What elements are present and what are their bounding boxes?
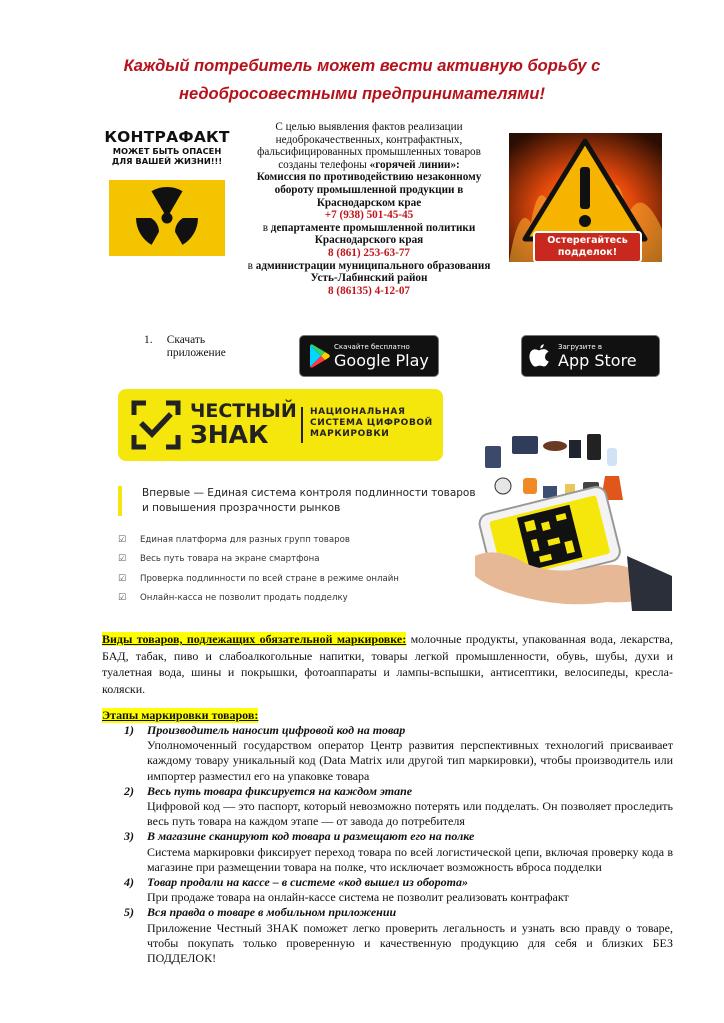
hotline-org-2: департаменте промышленной политики Краснодарского края bbox=[270, 221, 476, 247]
stage-title: В магазине сканируют код товара и размещают его на полке bbox=[147, 829, 475, 844]
stage-number: 1) bbox=[124, 723, 134, 737]
hotline-org-3: администрации муниципального образования Усть-Лабинский район bbox=[255, 259, 491, 285]
stage-number: 3) bbox=[124, 829, 134, 844]
chestny-znak-logo-line-2: ЗНАК bbox=[190, 420, 269, 449]
stage-text: Уполномоченный государством оператор Центр развития перспективных технологий присваивает каждому товару уникальный код (Data Matrix или другой тип маркировки), чтобы производитель или импортер разместил его на упаковке товара bbox=[147, 738, 673, 783]
google-play-big-text: Google Play bbox=[334, 350, 429, 370]
feature-text: Онлайн-касса не позволит продать подделку bbox=[140, 593, 348, 604]
feature-item bbox=[118, 569, 399, 589]
app-store-big-text: App Store bbox=[558, 350, 637, 370]
feature-item bbox=[118, 589, 399, 609]
goods-paragraph bbox=[102, 631, 673, 697]
fake-warning-caption: Остерегайтесь подделок! bbox=[533, 231, 642, 262]
page-headline: Каждый потребитель может вести активную борьбу с недобросовестными предпринимателями! bbox=[123, 57, 601, 103]
download-number: 1. bbox=[144, 334, 153, 346]
google-play-small-text: Скачайте бесплатно bbox=[334, 342, 410, 351]
goods-text: молочные продукты, упакованная вода, лекарства, БАД, табак, пиво и слабоалкогольные напитки, товары легкой промышленности, обувь, шубы, духи и туалетная вода, шины и покрышки, фотоаппараты и лампы-вспышки, антисептики, велосипеды, кресла-коляски. bbox=[102, 632, 673, 696]
hotline-intro-bold: «горячей линии»: bbox=[369, 158, 460, 171]
chestny-znak-subtitle bbox=[310, 407, 433, 440]
feature-item bbox=[118, 530, 399, 550]
stage-item bbox=[102, 829, 673, 875]
hotline-org-1: Комиссия по противодействию незаконному обороту промышленной продукции в Краснодарском крае bbox=[256, 171, 482, 209]
hotline-phone-1[interactable]: +7 (938) 501-45-45 bbox=[324, 209, 414, 222]
apple-icon bbox=[522, 336, 558, 376]
feature-item bbox=[118, 550, 399, 570]
counterfeit-title: КОНТРАФАКТ bbox=[104, 128, 230, 146]
stage-number: 5) bbox=[124, 905, 134, 920]
counterfeit-subtitle-1: МОЖЕТ БЫТЬ ОПАСЕН bbox=[112, 146, 222, 156]
stage-item bbox=[102, 905, 673, 966]
chestny-znak-headline: Впервые — Единая система контроля подлинности товаров и повышения прозрачности рынков bbox=[118, 486, 482, 516]
check-icon: ☑ bbox=[118, 554, 127, 565]
hotline-phone-3[interactable]: 8 (86135) 4-12-07 bbox=[327, 284, 411, 297]
hotline-intro: С целью выявления фактов реализации недоброкачественных, контрафактных, фальсифицированных промышленных товаров созданы телефоны bbox=[257, 121, 481, 171]
stage-number: 2) bbox=[124, 783, 134, 798]
hotline-phone-2[interactable]: 8 (861) 253-63-77 bbox=[327, 246, 411, 259]
radiation-icon bbox=[109, 180, 225, 256]
stage-text: Цифровой код — это паспорт, который невозможно потерять или подделать. Он позволяет проследить весь путь товара на каждом этапе — от завода до потребителя bbox=[147, 799, 673, 829]
stage-title: Товар продали на кассе – в системе «код вышел из оборота» bbox=[147, 875, 468, 890]
stages-title: Этапы маркировки товаров: bbox=[102, 708, 259, 722]
stage-number: 4) bbox=[124, 875, 134, 890]
chestny-znak-features bbox=[118, 530, 399, 608]
stage-text: Система маркировки фиксирует переход товара по всей логистической цепи, включая проверку кода в магазине при размещении товара на полке, что исключает возможность вброса подделки bbox=[147, 844, 673, 874]
app-store-small-text: Загрузите в bbox=[558, 342, 603, 351]
check-icon: ☑ bbox=[118, 534, 127, 545]
hotline-org-2-prefix: в bbox=[262, 221, 268, 234]
chestny-znak-logo-icon bbox=[130, 399, 182, 451]
stage-item bbox=[102, 875, 673, 905]
google-play-icon bbox=[300, 336, 334, 376]
fake-warning-card bbox=[509, 133, 662, 262]
stage-text: Приложение Честный ЗНАК поможет легко проверить легальность и узнать всю правду о товаре, чтобы покупать только проверенную и качественную продукцию для себя и близких БЕЗ ПОДДЕЛОК! bbox=[147, 920, 673, 966]
chestny-znak-logo-line-1: ЧЕСТНЫЙ bbox=[190, 400, 297, 422]
app-store-button[interactable] bbox=[521, 335, 660, 377]
stage-item bbox=[102, 723, 673, 784]
counterfeit-warning-card bbox=[103, 128, 231, 258]
download-text: Скачать приложение bbox=[166, 334, 226, 359]
stage-title: Производитель наносит цифровой код на товар bbox=[147, 723, 406, 737]
stage-title: Вся правда о товаре в мобильном приложении bbox=[147, 905, 397, 920]
chestny-znak-sub-3: МАРКИРОВКИ bbox=[310, 429, 390, 439]
google-play-button[interactable] bbox=[299, 335, 439, 377]
feature-text: Единая платформа для разных групп товаров bbox=[140, 534, 350, 545]
stage-title: Весь путь товара фиксируется на каждом этапе bbox=[147, 783, 413, 798]
stages-list bbox=[102, 723, 673, 966]
chestny-znak-sub-2: СИСТЕМА ЦИФРОВОЙ bbox=[310, 418, 433, 428]
hotline-info bbox=[238, 121, 500, 297]
feature-text: Проверка подлинности по всей стране в режиме онлайн bbox=[140, 573, 399, 584]
download-label bbox=[144, 334, 237, 360]
hotline-org-3-prefix: в bbox=[247, 259, 253, 272]
stage-text: При продаже товара на онлайн-кассе система не позволит реализовать контрафакт bbox=[147, 890, 569, 905]
counterfeit-subtitle-2: ДЛЯ ВАШЕЙ ЖИЗНИ!!! bbox=[111, 156, 223, 166]
phone-scan-illustration bbox=[467, 426, 672, 611]
chestny-znak-banner bbox=[118, 389, 443, 461]
chestny-znak-divider bbox=[301, 407, 303, 443]
chestny-znak-sub-1: НАЦИОНАЛЬНАЯ bbox=[310, 407, 406, 417]
goods-label: Виды товаров, подлежащих обязательной маркировке: bbox=[102, 632, 407, 646]
feature-text: Весь путь товара на экране смартфона bbox=[140, 554, 320, 565]
stage-item bbox=[102, 784, 673, 830]
check-icon: ☑ bbox=[118, 573, 127, 584]
check-icon: ☑ bbox=[118, 593, 127, 604]
